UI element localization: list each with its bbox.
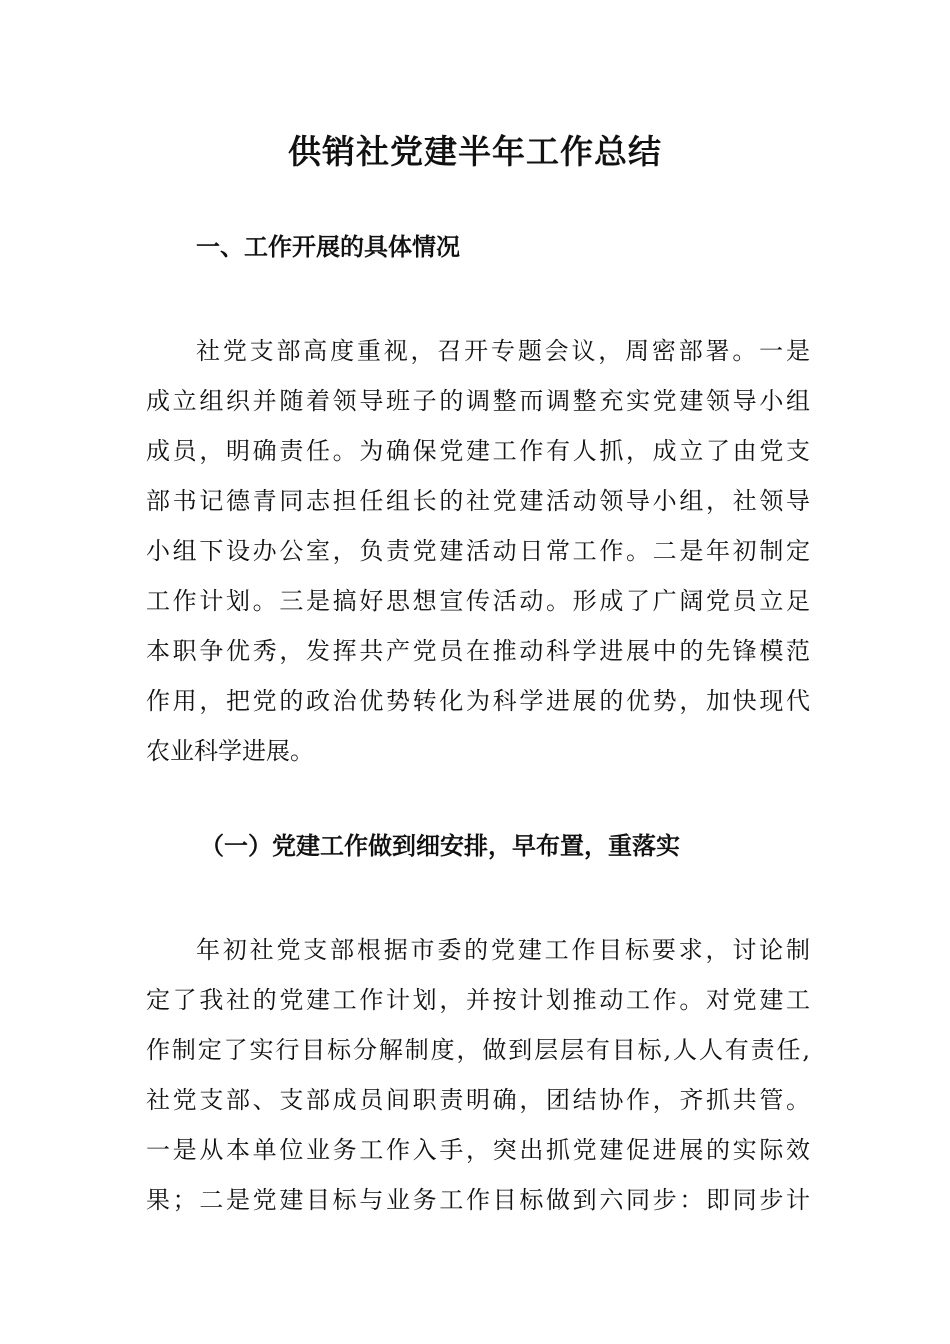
paragraph-line: 年初社党支部根据市委的党建工作目标要求，讨论制 bbox=[196, 936, 810, 964]
paragraph-work-status bbox=[146, 326, 810, 776]
paragraph-line: 本职争优秀，发挥共产党员在推动科学进展中的先锋模范 bbox=[146, 637, 810, 665]
paragraph-line: 作制定了实行目标分解制度，做到层层有目标,人人有责任, bbox=[146, 1036, 810, 1064]
paragraph-line: 社党支部、支部成员间职责明确，团结协作，齐抓共管。 bbox=[146, 1086, 810, 1114]
section-heading-work-status: 一、工作开展的具体情况 bbox=[196, 232, 460, 261]
paragraph-line: 成员，明确责任。为确保党建工作有人抓，成立了由党支 bbox=[146, 437, 810, 465]
paragraph-line: 社党支部高度重视，召开专题会议，周密部署。一是 bbox=[196, 337, 810, 365]
paragraph-line: 成立组织并随着领导班子的调整而调整充实党建领导小组 bbox=[146, 387, 810, 415]
paragraph-party-building bbox=[146, 925, 810, 1225]
paragraph-line: 果；二是党建目标与业务工作目标做到六同步：即同步计 bbox=[146, 1186, 810, 1214]
paragraph-line: 定了我社的党建工作计划，并按计划推动工作。对党建工 bbox=[146, 986, 810, 1014]
paragraph-line: 农业科学进展。 bbox=[146, 737, 314, 765]
paragraph-line: 小组下设办公室，负责党建活动日常工作。二是年初制定 bbox=[146, 537, 810, 565]
document-title: 供销社党建半年工作总结 bbox=[288, 132, 662, 171]
paragraph-line: 部书记德青同志担任组长的社党建活动领导小组，社领导 bbox=[146, 487, 810, 515]
paragraph-line: 作用，把党的政治优势转化为科学进展的优势，加快现代 bbox=[146, 687, 810, 715]
section-heading-party-building: （一）党建工作做到细安排，早布置，重落实 bbox=[200, 831, 680, 860]
paragraph-line: 工作计划。三是搞好思想宣传活动。形成了广阔党员立足 bbox=[146, 587, 810, 615]
paragraph-line: 一是从本单位业务工作入手，突出抓党建促进展的实际效 bbox=[146, 1136, 810, 1164]
